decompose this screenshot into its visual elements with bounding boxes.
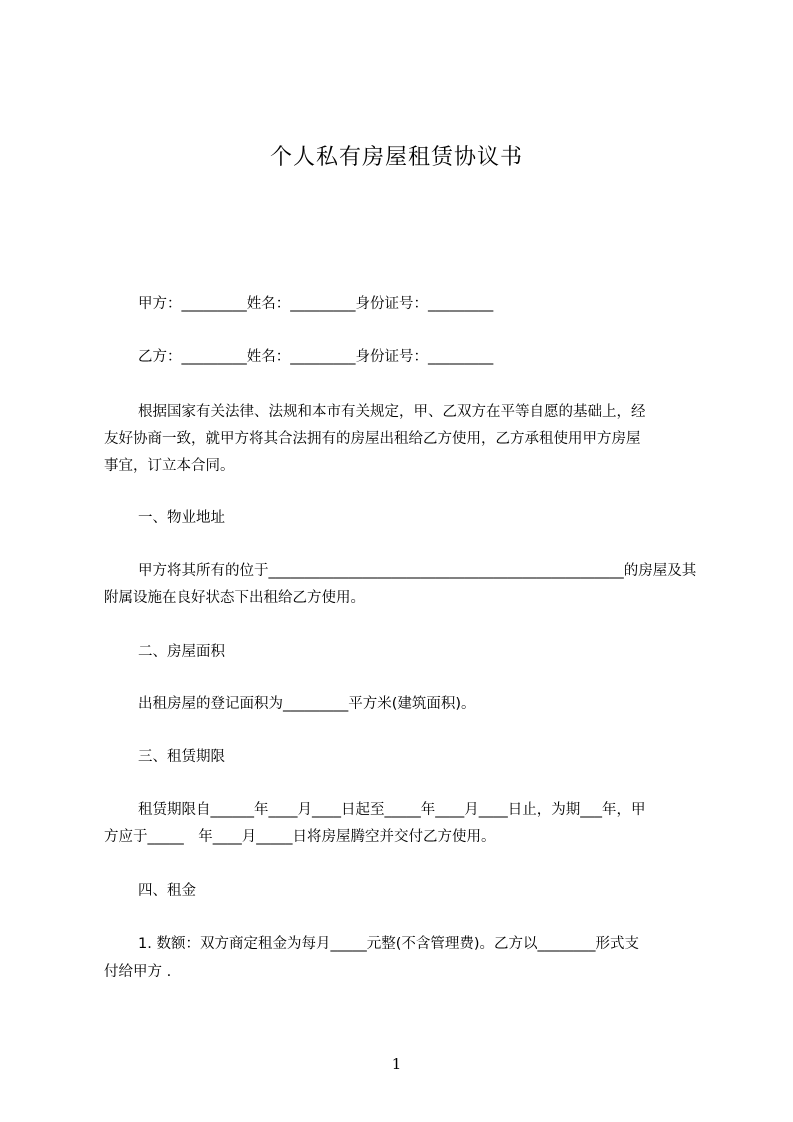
party-a-line: 甲方：_________姓名：_________身份证号：_________ (138, 296, 494, 312)
section-3-line-2: 方应于_____ 年____月_____日将房屋腾空并交付乙方使用。 (104, 829, 496, 845)
document-title: 个人私有房屋租赁协议书 (269, 145, 523, 170)
section-4-heading: 四、租金 (138, 883, 196, 899)
section-1-line-1: 甲方将其所有的位于_________________________________________________的房屋及其 (138, 563, 697, 579)
section-2-line-1: 出租房屋的登记面积为_________平方米(建筑面积)。 (138, 696, 476, 712)
section-1-line-2: 附属设施在良好状态下出租给乙方使用。 (104, 590, 365, 606)
section-3-heading: 三、租赁期限 (138, 749, 225, 765)
page-number: 1 (391, 1055, 402, 1073)
section-3-line-1: 租赁期限自______年____月____日起至_____年____月____日止，为期___年，甲 (138, 802, 646, 818)
section-4-line-1: 1. 数额：双方商定租金为每月_____元整(不含管理费)。乙方以________形式支 (138, 936, 640, 952)
preamble-line-1: 根据国家有关法律、法规和本市有关规定，甲、乙双方在平等自愿的基础上，经 (138, 404, 646, 420)
section-4-line-2: 付给甲方 . (104, 964, 172, 980)
preamble-line-3: 事宜，订立本合同。 (104, 458, 235, 474)
section-2-heading: 二、房屋面积 (138, 644, 225, 660)
party-b-line: 乙方：_________姓名：_________身份证号：_________ (138, 349, 494, 365)
section-1-heading: 一、物业地址 (138, 510, 225, 526)
preamble-line-2: 友好协商一致，就甲方将其合法拥有的房屋出租给乙方使用，乙方承租使用甲方房屋 (104, 431, 641, 447)
